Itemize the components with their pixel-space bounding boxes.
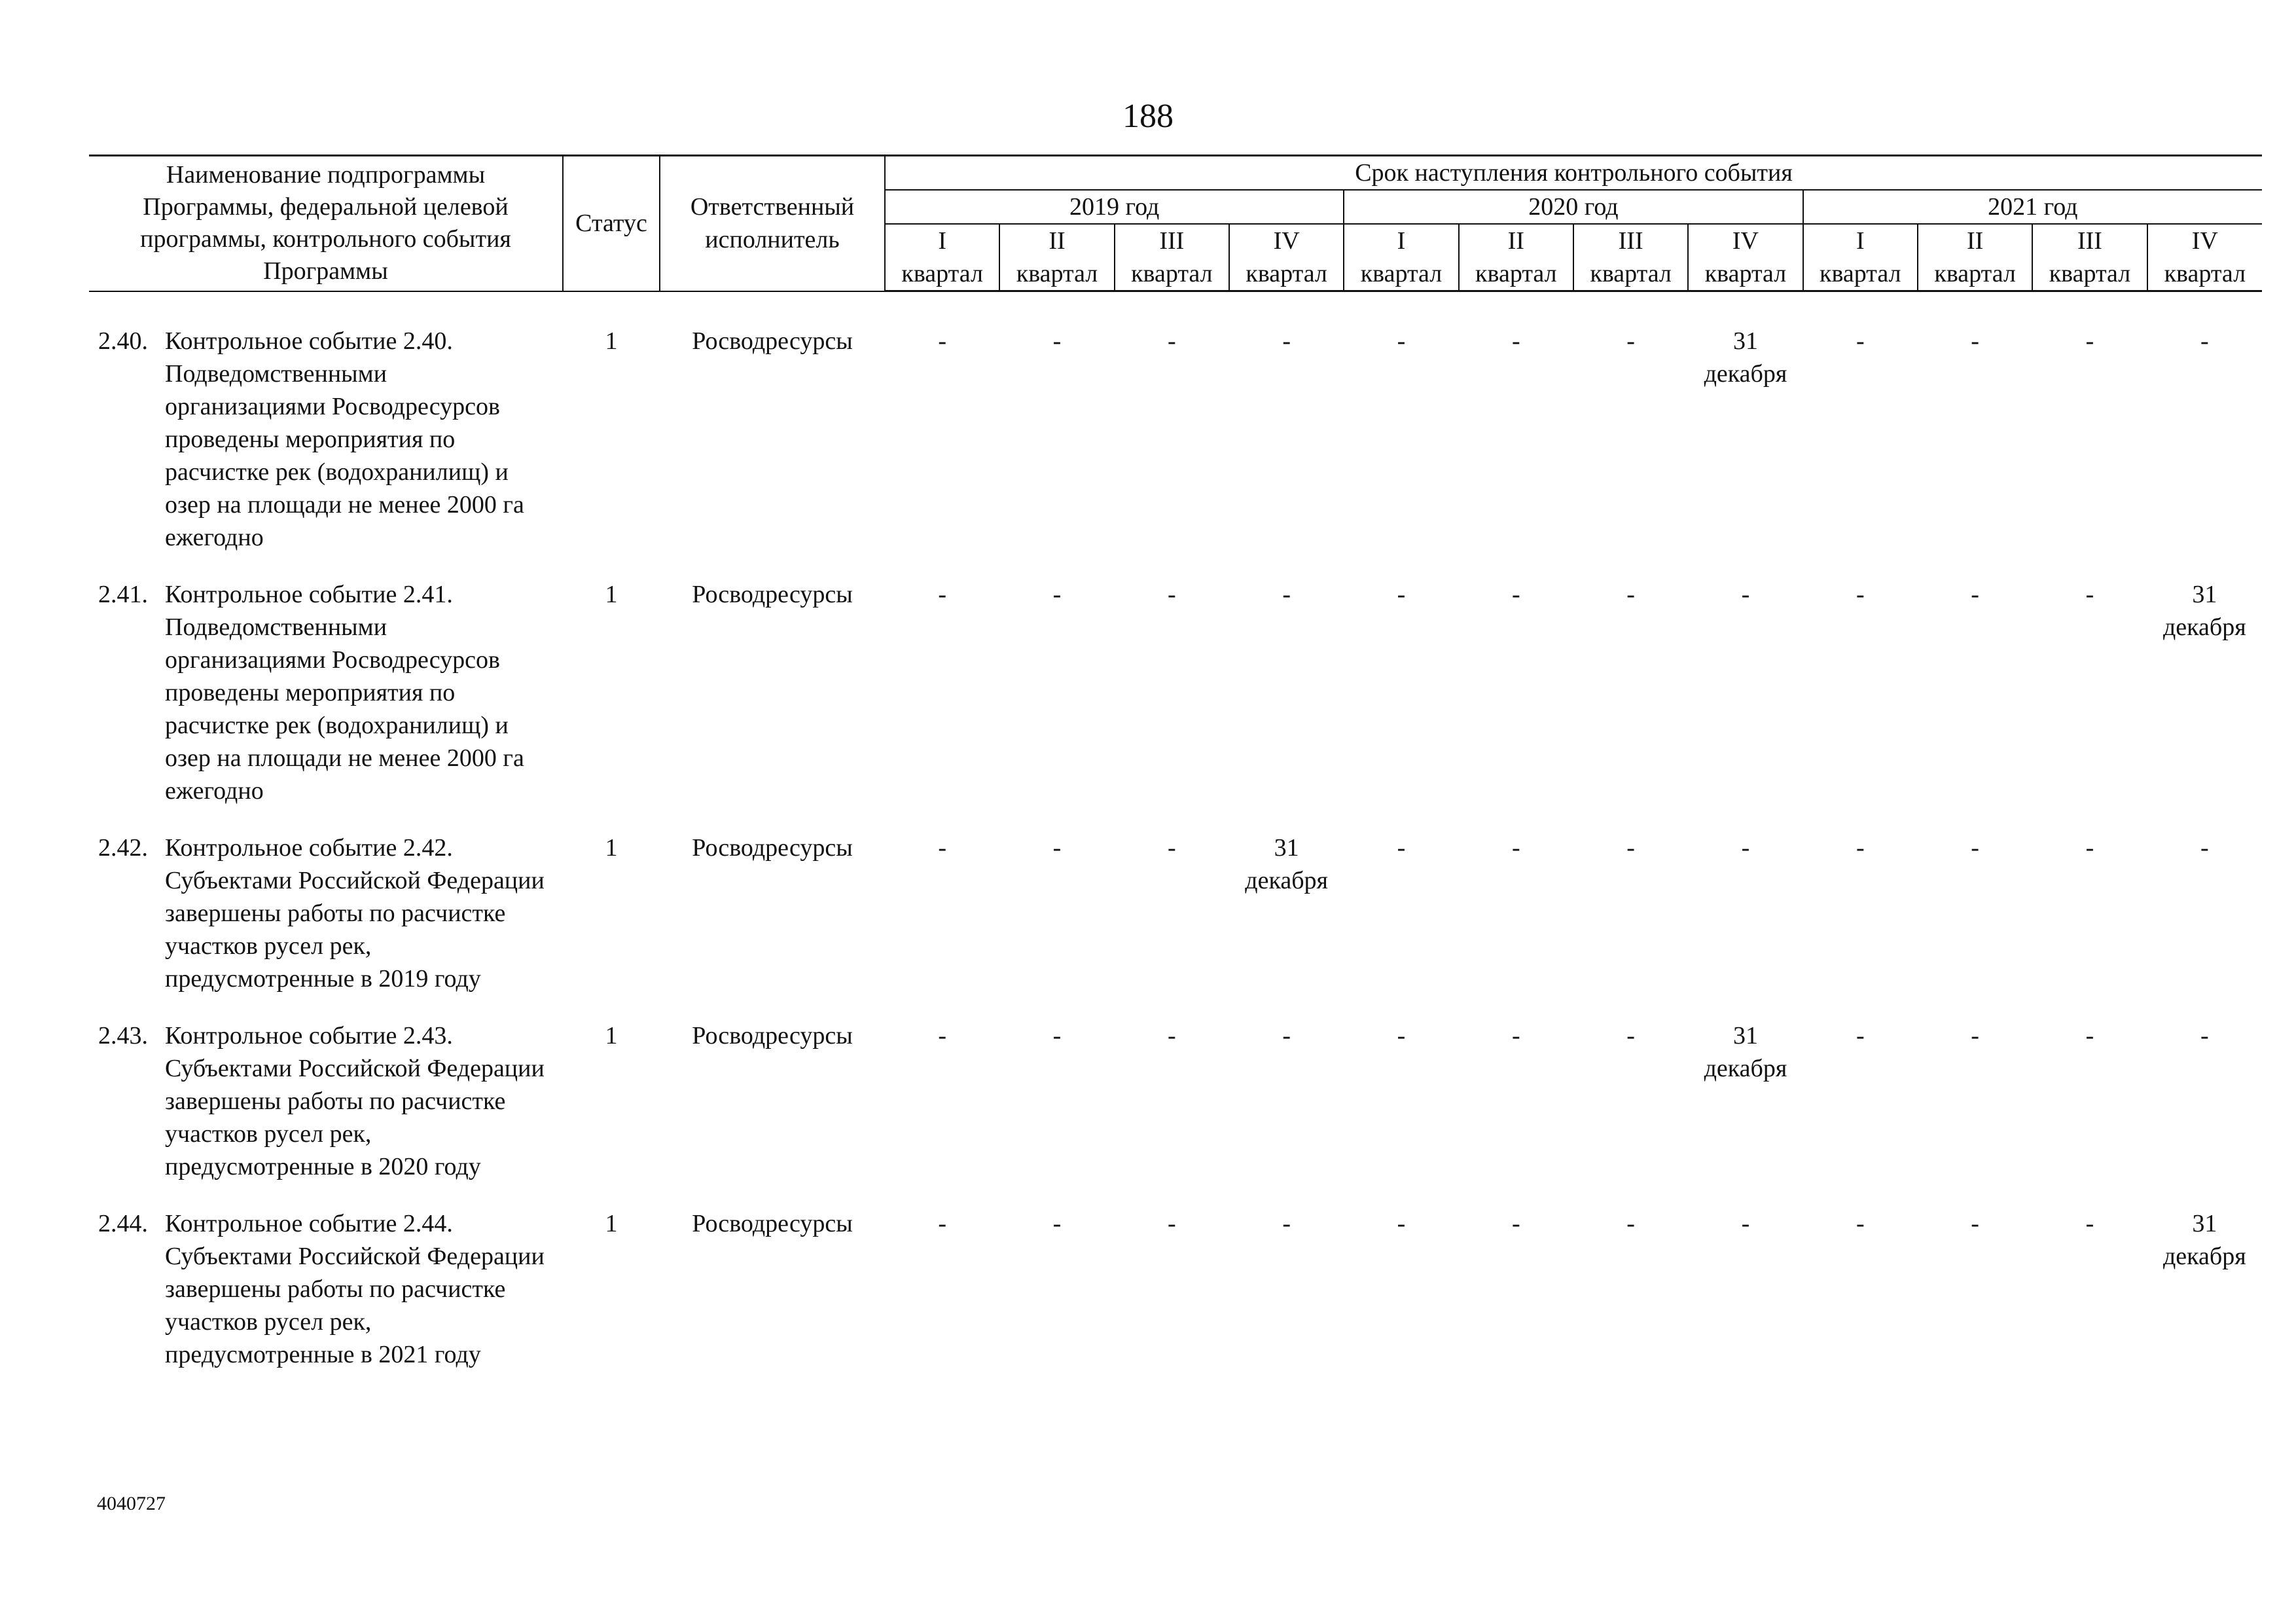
quarter-deadline-cell: - [1282, 327, 1291, 355]
quarter-deadline-cell: - [1971, 327, 1979, 355]
header-quarter-word: квартал [1688, 257, 1803, 291]
quarter-deadline-cell: - [1856, 1022, 1865, 1049]
header-quarter-numeral: IV [1688, 224, 1803, 257]
quarter-deadline-cell: - [1052, 1022, 1062, 1049]
header-quarter-numeral: I [885, 224, 999, 257]
quarter-deadline-cell: 31 декабря [1704, 327, 1787, 388]
event-responsible: Росводресурсы [692, 1210, 853, 1237]
event-name: Контрольное событие 2.43. Субъектами Российской Федерации завершены работы по расчистке участков русел рек, предусмотренные в 2020 году [165, 1022, 545, 1180]
quarter-deadline-cell: - [1282, 581, 1291, 608]
quarter-deadline-cell: - [1971, 1210, 1979, 1237]
table-row [89, 578, 2262, 831]
quarter-deadline-cell: 31 декабря [1245, 834, 1329, 894]
quarter-deadline-cell: - [938, 834, 946, 862]
quarter-deadline-cell: - [1626, 1022, 1635, 1049]
quarter-deadline-cell: - [938, 581, 946, 608]
header-quarter-numeral: III [1573, 224, 1688, 257]
quarter-deadline-cell: - [1741, 834, 1750, 862]
quarter-deadline-cell: - [2200, 327, 2209, 355]
header-quarter-numeral: III [1115, 224, 1229, 257]
quarter-deadline-cell: - [2085, 834, 2094, 862]
quarter-deadline-cell: - [2085, 1022, 2094, 1049]
header-status: Статус [563, 156, 660, 291]
header-quarter-numeral: I [1803, 224, 1918, 257]
event-responsible: Росводресурсы [692, 327, 853, 355]
event-number: 2.40. [98, 327, 148, 355]
table-body [89, 291, 2262, 1396]
header-quarter-numeral: II [999, 224, 1114, 257]
event-name: Контрольное событие 2.41. Подведомственными организациями Росводресурсов проведены мероприятия по расчистке рек (водохранилищ) и озер на площади не менее 2000 га ежегодно [165, 581, 524, 805]
header-deadline: Срок наступления контрольного события [885, 156, 2262, 191]
event-name: Контрольное событие 2.42. Субъектами Российской Федерации завершены работы по расчистке участков русел рек, предусмотренные в 2019 году [165, 834, 545, 993]
page-number: 188 [1122, 98, 1174, 135]
control-events-table [89, 155, 2262, 1395]
header-row-top [89, 156, 2262, 191]
event-number: 2.44. [98, 1210, 148, 1237]
quarter-deadline-cell: - [1052, 581, 1062, 608]
header-quarter-word: квартал [1459, 257, 1573, 291]
quarter-deadline-cell: - [1971, 1022, 1979, 1049]
quarter-deadline-cell: - [938, 1022, 946, 1049]
quarter-deadline-cell: - [1282, 1210, 1291, 1237]
quarter-deadline-cell: - [1397, 327, 1406, 355]
document-id: 4040727 [97, 1493, 166, 1514]
quarter-deadline-cell: - [1626, 834, 1635, 862]
header-quarter-numeral: III [2032, 224, 2147, 257]
quarter-deadline-cell: - [1167, 581, 1176, 608]
quarter-deadline-cell: - [1626, 327, 1635, 355]
quarter-deadline-cell: - [1856, 327, 1865, 355]
event-responsible: Росводресурсы [692, 581, 853, 608]
header-quarter-word: квартал [1573, 257, 1688, 291]
event-status: 1 [605, 1022, 618, 1049]
event-status: 1 [605, 834, 618, 862]
header-year-2020: 2020 год [1344, 190, 1803, 224]
quarter-deadline-cell: - [1167, 1210, 1176, 1237]
quarter-deadline-cell: - [1167, 834, 1176, 862]
event-name: Контрольное событие 2.44. Субъектами Российской Федерации завершены работы по расчистке участков русел рек, предусмотренные в 2021 году [165, 1210, 545, 1368]
header-quarter-word: квартал [1229, 257, 1344, 291]
quarter-deadline-cell: - [1511, 834, 1520, 862]
quarter-deadline-cell: - [1282, 1022, 1291, 1049]
quarter-deadline-cell: 31 декабря [2162, 1210, 2246, 1270]
event-name: Контрольное событие 2.40. Подведомственными организациями Росводресурсов проведены мероприятия по расчистке рек (водохранилищ) и озер на площади не менее 2000 га ежегодно [165, 327, 524, 551]
quarter-deadline-cell: - [2085, 581, 2094, 608]
header-year-2019: 2019 год [885, 190, 1344, 224]
quarter-deadline-cell: - [1856, 581, 1865, 608]
event-number: 2.41. [98, 581, 148, 608]
header-quarter-word: квартал [2032, 257, 2147, 291]
header-quarter-numeral: II [1459, 224, 1573, 257]
header-quarter-word: квартал [885, 257, 999, 291]
event-number: 2.43. [98, 1022, 148, 1049]
event-number: 2.42. [98, 834, 148, 862]
table-row [89, 1207, 2262, 1395]
quarter-deadline-cell: - [2085, 1210, 2094, 1237]
quarter-deadline-cell: 31 декабря [2162, 581, 2246, 641]
quarter-deadline-cell: 31 декабря [1704, 1022, 1787, 1082]
quarter-deadline-cell: - [1626, 1210, 1635, 1237]
header-quarter-word: квартал [2147, 257, 2262, 291]
quarter-deadline-cell: - [1397, 1022, 1406, 1049]
header-name: Наименование подпрограммы Программы, федеральной целевой программы, контрольного события Программы [89, 156, 563, 291]
header-quarter-word: квартал [1344, 257, 1458, 291]
header-year-2021: 2021 год [1803, 190, 2262, 224]
quarter-deadline-cell: - [1741, 1210, 1750, 1237]
table-row [89, 1019, 2262, 1207]
event-cell [89, 1019, 563, 1207]
header-quarter-numeral: IV [2147, 224, 2262, 257]
quarter-deadline-cell: - [1971, 581, 1979, 608]
event-cell [89, 1207, 563, 1395]
event-cell [89, 831, 563, 1019]
quarter-deadline-cell: - [1397, 834, 1406, 862]
quarter-deadline-cell: - [1856, 834, 1865, 862]
header-quarter-word: квартал [1115, 257, 1229, 291]
header-quarter-word: квартал [999, 257, 1114, 291]
quarter-deadline-cell: - [1052, 327, 1062, 355]
quarter-deadline-cell: - [1626, 581, 1635, 608]
event-status: 1 [605, 1210, 618, 1237]
header-quarter-numeral: IV [1229, 224, 1344, 257]
quarter-deadline-cell: - [1741, 581, 1750, 608]
quarter-deadline-cell: - [1511, 1210, 1520, 1237]
quarter-deadline-cell: - [1511, 1022, 1520, 1049]
quarter-deadline-cell: - [1971, 834, 1979, 862]
spacer-row [89, 291, 2262, 325]
event-status: 1 [605, 327, 618, 355]
quarter-deadline-cell: - [1167, 327, 1176, 355]
quarter-deadline-cell: - [2200, 1022, 2209, 1049]
quarter-deadline-cell: - [1856, 1210, 1865, 1237]
event-responsible: Росводресурсы [692, 1022, 853, 1049]
quarter-deadline-cell: - [2200, 834, 2209, 862]
quarter-deadline-cell: - [938, 1210, 946, 1237]
event-cell [89, 325, 563, 578]
quarter-deadline-cell: - [1511, 327, 1520, 355]
event-cell [89, 578, 563, 831]
quarter-deadline-cell: - [1397, 1210, 1406, 1237]
quarter-deadline-cell: - [1052, 834, 1062, 862]
header-quarter-word: квартал [1918, 257, 2032, 291]
event-responsible: Росводресурсы [692, 834, 853, 862]
quarter-deadline-cell: - [1052, 1210, 1062, 1237]
table-row [89, 325, 2262, 578]
quarter-deadline-cell: - [1511, 581, 1520, 608]
quarter-deadline-cell: - [1397, 581, 1406, 608]
header-quarter-word: квартал [1803, 257, 1918, 291]
quarter-deadline-cell: - [1167, 1022, 1176, 1049]
quarter-deadline-cell: - [938, 327, 946, 355]
table-row [89, 831, 2262, 1019]
quarter-deadline-cell: - [2085, 327, 2094, 355]
header-responsible: Ответственный исполнитель [660, 156, 885, 291]
header-quarter-numeral: I [1344, 224, 1458, 257]
header-quarter-numeral: II [1918, 224, 2032, 257]
event-status: 1 [605, 581, 618, 608]
